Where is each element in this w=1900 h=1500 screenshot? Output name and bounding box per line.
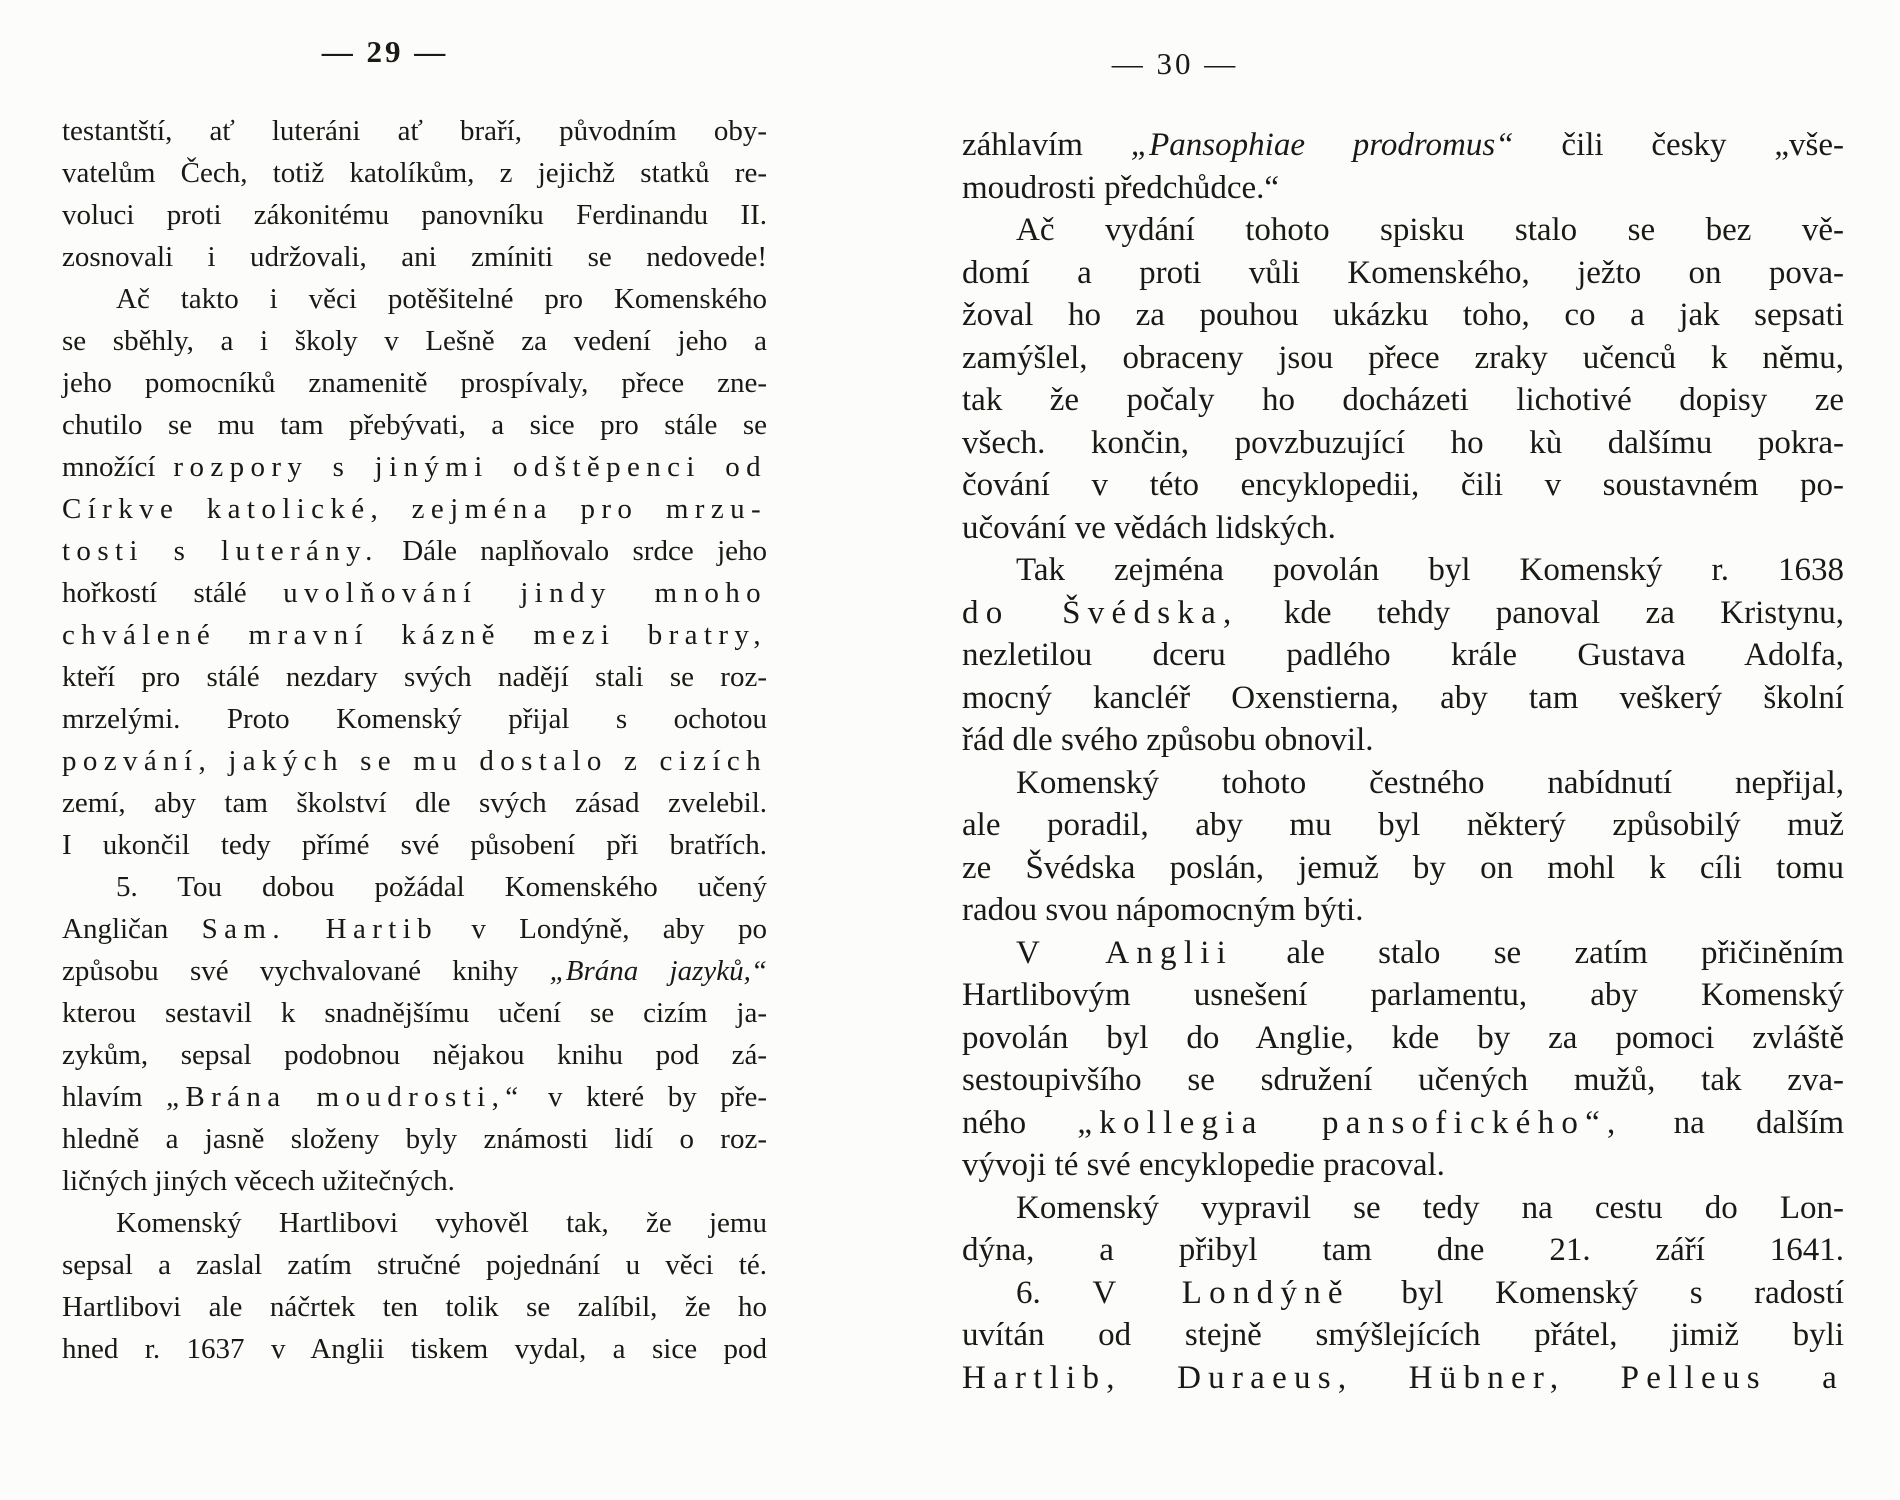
letterspaced-text: „Brána moudrosti,“ <box>166 1081 525 1113</box>
text-line <box>962 252 1844 295</box>
text-line <box>962 507 1844 550</box>
text-segment: chutilo se mu tam přebývati, a sice pro stále se <box>62 409 767 441</box>
text-segment: vatelům Čech, totiž katolíkům, z jejichž statků re- <box>62 157 767 189</box>
text-segment: domí a proti vůli Komenského, ježto on pova- <box>962 254 1844 291</box>
text-segment: Hartlibovým usnešení parlamentu, aby Komenský <box>962 977 1844 1013</box>
text-line <box>962 1144 1844 1187</box>
text-segment: všech. končin, povzbuzující ho kù dalšímu pokra- <box>962 424 1844 461</box>
page-right-text-column <box>962 124 1844 1399</box>
italic-text: „Brána jazyků,“ <box>549 955 767 987</box>
text-segment: v které by pře- <box>524 1081 767 1113</box>
text-line <box>962 762 1844 805</box>
text-segment: nezletilou dceru padlého krále Gustava Adolfa, <box>962 637 1844 673</box>
text-segment: Hartlibovi ale náčrtek ten tolik se zalíbil, že ho <box>62 1291 767 1323</box>
text-segment: ale stalo se zatím přičiněním <box>1233 934 1844 971</box>
text-line <box>62 1034 767 1076</box>
letterspaced-text: rozpory s jinými odštěpenci od <box>173 451 767 483</box>
text-segment: množící <box>62 451 174 483</box>
text-line <box>962 167 1844 210</box>
text-line <box>962 209 1844 252</box>
text-line <box>962 1272 1844 1315</box>
text-segment: Angličan <box>62 913 202 945</box>
text-line <box>62 446 767 488</box>
letterspaced-text: „kollegia pansofického“, <box>1077 1104 1623 1141</box>
text-line <box>962 549 1844 592</box>
page-number-left: — 29 — <box>321 34 449 69</box>
text-segment: kde tehdy panoval za Kristynu, <box>1238 594 1845 631</box>
text-line <box>62 572 767 614</box>
text-line <box>962 422 1844 465</box>
text-segment: Komenský tohoto čestného nabídnutí nepřijal, <box>1016 764 1844 801</box>
italic-text: „Pansophiae prodromus“ <box>1130 127 1514 163</box>
text-line <box>62 992 767 1034</box>
text-line <box>962 379 1844 422</box>
text-segment: zykům, sepsal podobnou nějakou knihu pod zá- <box>62 1039 767 1071</box>
text-line <box>62 1328 767 1370</box>
text-line <box>962 719 1844 762</box>
text-segment: voluci proti zákonitému panovníku Ferdinandu II. <box>62 199 767 231</box>
text-segment: Tak zejména povolán byl Komenský r. 1638 <box>1016 552 1844 588</box>
text-line <box>62 866 767 908</box>
text-line <box>62 404 767 446</box>
text-segment: dýna, a přibyl tam dne 21. září 1641. <box>962 1232 1844 1268</box>
text-segment: hořkostí stálé <box>62 577 284 609</box>
text-line <box>62 194 767 236</box>
text-line <box>62 1286 767 1328</box>
text-segment: čování v této encyklopedii, čili v soustavném po- <box>962 467 1844 503</box>
text-line <box>62 236 767 278</box>
text-line <box>962 1102 1844 1145</box>
text-segment: zamýšlel, obraceny jsou přece zraky učenců k němu, <box>962 339 1844 376</box>
text-line <box>62 320 767 362</box>
text-segment: Ač takto i věci potěšitelné pro Komenského <box>116 283 767 315</box>
text-segment: ale poradil, aby mu byl některý způsobilý muž <box>962 807 1844 843</box>
text-line <box>62 614 767 656</box>
text-segment: zosnovali i udržovali, ani zmíniti se nedovede! <box>62 241 767 273</box>
text-segment: jeho pomocníků znamenitě prospívaly, přece zne- <box>62 367 767 399</box>
text-line <box>962 974 1844 1017</box>
text-segment: povolán byl do Anglie, kde by za pomoci zvláště <box>962 1019 1844 1056</box>
text-line <box>962 124 1844 167</box>
text-segment: sestoupivšího se sdružení učených mužů, tak zva- <box>962 1062 1844 1098</box>
text-segment: žoval ho za pouhou ukázku toho, co a jak sepsati <box>962 297 1844 333</box>
letterspaced-text: do Švédska, <box>962 594 1239 631</box>
text-segment: uvítán od stejně smýšlejících přátel, jimiž byli <box>962 1317 1844 1353</box>
text-line <box>62 1076 767 1118</box>
text-line <box>62 950 767 992</box>
letterspaced-text: V Londýně <box>1092 1274 1350 1311</box>
text-segment: tak že počaly ho docházeti lichotivé dopisy ze <box>962 382 1844 418</box>
text-segment: 5. Tou dobou požádal Komenského učený <box>116 871 767 903</box>
text-segment: kteří pro stálé nezdary svých nadějí stali se roz- <box>62 661 767 693</box>
text-line <box>962 592 1844 635</box>
text-segment: vývoji té své encyklopedie pracoval. <box>962 1147 1445 1183</box>
text-segment: učování ve vědách lidských. <box>962 509 1336 546</box>
text-segment: 6. <box>1016 1274 1093 1311</box>
text-segment: I ukončil tedy přímé své působení při bratřích. <box>62 829 767 861</box>
text-line <box>962 1314 1844 1357</box>
text-segment: ze Švédska poslán, jemuž by on mohl k cíli tomu <box>962 849 1844 886</box>
text-segment: hned r. 1637 v Anglii tiskem vydal, a sice pod <box>62 1333 767 1365</box>
text-line <box>62 1160 767 1202</box>
page-number-right: — 30 — <box>1111 46 1239 81</box>
text-line <box>962 847 1844 890</box>
page-left-text-column <box>62 110 767 1370</box>
text-segment: hledně a jasně složeny byly známosti lidí o roz- <box>62 1123 767 1155</box>
text-line <box>62 824 767 866</box>
letterspaced-text: pozvání, jakých se mu dostalo z cizích <box>62 745 767 777</box>
text-segment: čili česky „vše- <box>1513 127 1845 163</box>
text-line <box>62 908 767 950</box>
text-line <box>962 634 1844 677</box>
text-segment: radou svou nápomocným býti. <box>962 892 1364 928</box>
text-segment: mocný kancléř Oxenstierna, aby tam veškerý školní <box>962 679 1844 716</box>
text-line <box>962 1357 1844 1400</box>
text-segment: moudrosti předchůdce.“ <box>962 169 1280 206</box>
text-line <box>62 782 767 824</box>
text-segment: hlavím <box>62 1081 167 1113</box>
text-line <box>62 362 767 404</box>
text-line <box>62 1118 767 1160</box>
text-segment: byl Komenský s radostí <box>1349 1274 1844 1311</box>
text-segment: zemí, aby tam školství dle svých zásad zvelebil. <box>62 787 767 819</box>
text-line <box>62 152 767 194</box>
text-line <box>962 1059 1844 1102</box>
text-line <box>962 677 1844 720</box>
text-line <box>962 464 1844 507</box>
text-segment: Komenský Hartlibovi vyhověl tak, že jemu <box>116 1207 767 1239</box>
text-segment: na dalším <box>1622 1104 1844 1141</box>
text-segment: ného <box>962 1104 1078 1141</box>
text-line <box>62 530 767 572</box>
letterspaced-text: Církve katolické, zejména pro mrzu- <box>62 493 767 525</box>
text-segment: v Londýně, aby po <box>438 913 767 945</box>
letterspaced-text: tosti s luterány. <box>62 535 379 567</box>
text-line <box>62 740 767 782</box>
text-line <box>962 804 1844 847</box>
letterspaced-text: V Anglii <box>1016 934 1234 971</box>
text-segment: kterou sestavil k snadnějšímu učení se cizím ja- <box>62 997 767 1029</box>
letterspaced-text: Hartlib, Duraeus, Hübner, Pelleus a <box>962 1359 1844 1396</box>
text-segment: se sběhly, a i školy v Lešně za vedení jeho a <box>62 325 767 357</box>
text-line <box>962 337 1844 380</box>
text-segment: záhlavím <box>962 127 1131 163</box>
text-segment: testantští, ať luteráni ať braří, původním oby- <box>62 115 767 147</box>
letterspaced-text: uvolňování jindy mnoho <box>283 577 767 609</box>
text-line <box>962 889 1844 932</box>
text-segment: způsobu své vychvalované knihy <box>62 955 550 987</box>
text-line <box>962 294 1844 337</box>
text-line <box>62 1202 767 1244</box>
text-segment: mrzelými. Proto Komenský přijal s ochotou <box>62 703 767 735</box>
text-line <box>962 932 1844 975</box>
text-segment: ličných jiných věcech užitečných. <box>62 1165 455 1197</box>
letterspaced-text: Sam. Hartib <box>201 913 439 945</box>
text-line <box>962 1229 1844 1272</box>
text-segment: Komenský vypravil se tedy na cestu do Lon- <box>1016 1189 1844 1226</box>
text-line <box>62 278 767 320</box>
text-line <box>62 488 767 530</box>
text-segment: řád dle svého způsobu obnovil. <box>962 722 1374 758</box>
text-segment: Ač vydání tohoto spisku stalo se bez vě- <box>1016 212 1844 248</box>
text-line <box>962 1187 1844 1230</box>
text-line <box>62 656 767 698</box>
text-line <box>62 698 767 740</box>
text-line <box>62 110 767 152</box>
text-segment: Dále naplňovalo srdce jeho <box>378 535 768 567</box>
text-line <box>62 1244 767 1286</box>
letterspaced-text: chválené mravní kázně mezi bratry, <box>62 619 767 651</box>
text-line <box>962 1017 1844 1060</box>
text-segment: sepsal a zaslal zatím stručné pojednání u věci té. <box>62 1249 767 1281</box>
